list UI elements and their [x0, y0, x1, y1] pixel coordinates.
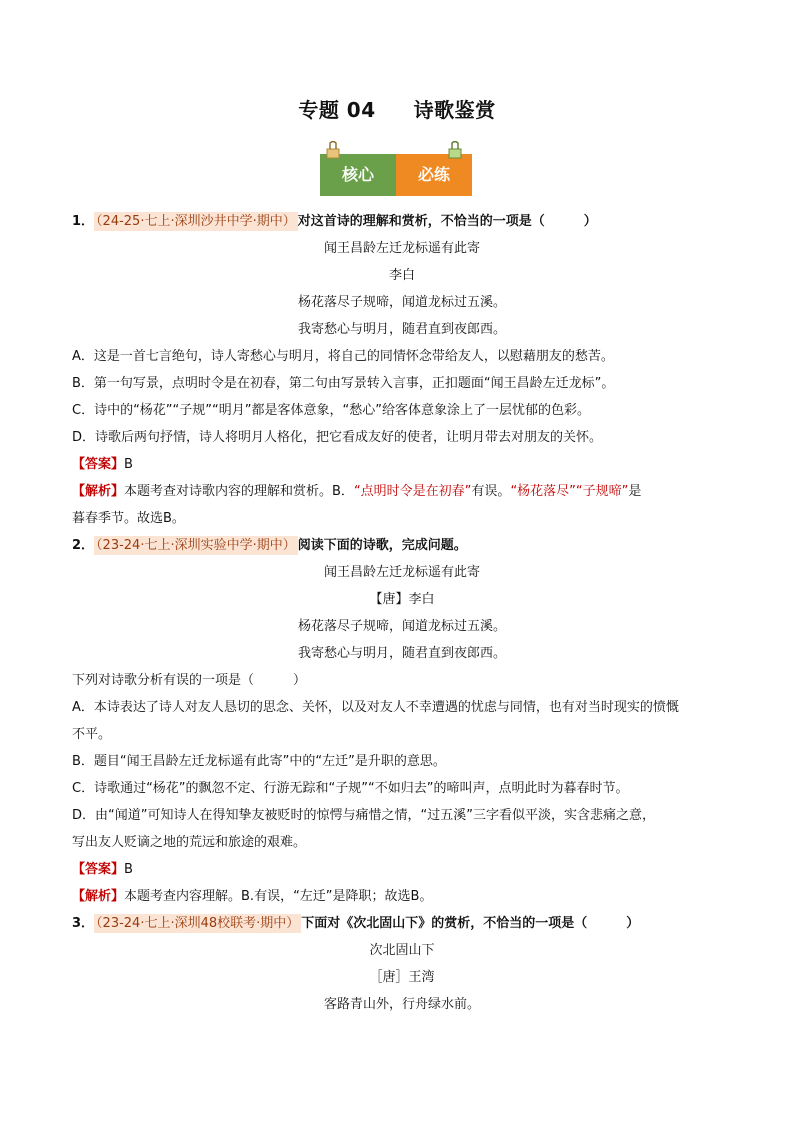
badge-right-block — [396, 154, 472, 196]
question-1-stem — [72, 208, 732, 235]
answer-line — [72, 451, 732, 478]
option-d: D．诗歌后两句抒情，诗人将明月人格化，把它看成友好的使者，让明月带去对朋友的关怀。 — [72, 430, 603, 445]
poem-title: 次北固山下 — [369, 943, 435, 958]
option-a: A．本诗表达了诗人对友人恳切的思念、关怀，以及对友人不幸遭遇的忧虑与同情，也有对当时现实的愤慨 — [72, 700, 679, 715]
option-a: A．这是一首七言绝句，诗人寄愁心与明月，将自己的同情怀念带给友人，以慰藉朋友的愁苦。 — [72, 349, 614, 364]
question-2-stem — [72, 532, 732, 559]
analysis-line — [72, 478, 732, 505]
analysis-text: 本题考查对诗歌内容的理解和赏析。B． — [124, 484, 354, 499]
answer-tag: 【答案】 — [72, 862, 125, 877]
question-number: 2． — [72, 538, 95, 553]
title-topic-number: 专题 04 — [298, 98, 376, 122]
answer-line — [72, 856, 732, 883]
question-stem-text: 下面对《次北固山下》的赏析，不恰当的一项是（ ） — [301, 916, 640, 931]
option-c: C．诗歌通过“杨花”的飘忽不定、行游无踪和“子规”“不如归去”的啼叫声，点明此时为暮春时节。 — [72, 781, 629, 796]
option-d-continued: 写出友人贬谪之地的荒远和旅途的艰难。 — [72, 835, 307, 850]
analysis-tag: 【解析】 — [72, 889, 125, 904]
analysis-highlight: “杨花落尽”“子规啼” — [510, 484, 629, 499]
binder-clip-icon — [448, 141, 462, 159]
question-source-tag: （24-25·七上·深圳沙井中学·期中） — [96, 214, 296, 229]
poem-author: 【唐】李白 — [369, 592, 435, 607]
badge-right-label: 必练 — [417, 165, 450, 184]
question-source-tag: （23-24·七上·深圳48校联考·期中） — [96, 916, 300, 931]
poem-author: 李白 — [388, 268, 415, 283]
poem-line: 客路青山外，行舟绿水前。 — [323, 997, 480, 1012]
poem-line: 我寄愁心与明月，随君直到夜郎西。 — [297, 322, 506, 337]
title-topic-name: 诗歌鉴赏 — [413, 98, 496, 122]
section-badge — [320, 154, 472, 196]
option-b: B．第一句写景，点明时令是在初春，第二句由写景转入言事，正扣题面“闻王昌龄左迁龙标”。 — [72, 376, 615, 391]
poem-author: ［唐］王湾 — [369, 970, 435, 985]
binder-clip-icon — [326, 141, 340, 159]
option-b: B．题目“闻王昌龄左迁龙标遥有此寄”中的“左迁”是升职的意思。 — [72, 754, 446, 769]
question-number: 3． — [72, 916, 95, 931]
badge-left-label: 核心 — [341, 165, 374, 184]
analysis-text: 有误。 — [471, 484, 511, 499]
analysis-text: 本题考查内容理解。B.有误，“左迁”是降职；故选B。 — [124, 889, 433, 904]
analysis-tag: 【解析】 — [72, 484, 125, 499]
badge-left-block — [320, 154, 396, 196]
poem-title: 闻王昌龄左迁龙标遥有此寄 — [323, 241, 480, 256]
poem-line: 杨花落尽子规啼，闻道龙标过五溪。 — [297, 295, 506, 310]
analysis-line — [72, 883, 732, 910]
option-d: D．由“闻道”可知诗人在得知挚友被贬时的惊愕与痛惜之情，“过五溪”三字看似平淡，实含悲痛之意， — [72, 808, 655, 823]
answer-tag: 【答案】 — [72, 457, 125, 472]
answer-value: B — [124, 862, 133, 877]
question-source-tag: （23-24·七上·深圳实验中学·期中） — [96, 538, 296, 553]
analysis-text: 是 — [628, 484, 642, 499]
option-a-continued: 不平。 — [72, 727, 112, 742]
analysis-line-continued: 暮春季节。故选B。 — [72, 511, 185, 526]
answer-value: B — [124, 457, 133, 472]
poem-line: 杨花落尽子规啼，闻道龙标过五溪。 — [297, 619, 506, 634]
poem-title: 闻王昌龄左迁龙标遥有此寄 — [323, 565, 480, 580]
analysis-highlight: “点明时令是在初春” — [353, 484, 472, 499]
page-title — [0, 94, 794, 123]
question-number: 1． — [72, 214, 95, 229]
option-c: C．诗中的“杨花”“子规”“明月”都是客体意象，“愁心”给客体意象涂上了一层忧郁的色彩。 — [72, 403, 590, 418]
question-list — [72, 208, 732, 1018]
question-stem-text: 阅读下面的诗歌，完成问题。 — [297, 538, 467, 553]
sub-question: 下列对诗歌分析有误的一项是（ ） — [72, 673, 307, 688]
question-3-stem — [72, 910, 732, 937]
question-stem-text: 对这首诗的理解和赏析，不恰当的一项是（ ） — [297, 214, 597, 229]
poem-line: 我寄愁心与明月，随君直到夜郎西。 — [297, 646, 506, 661]
